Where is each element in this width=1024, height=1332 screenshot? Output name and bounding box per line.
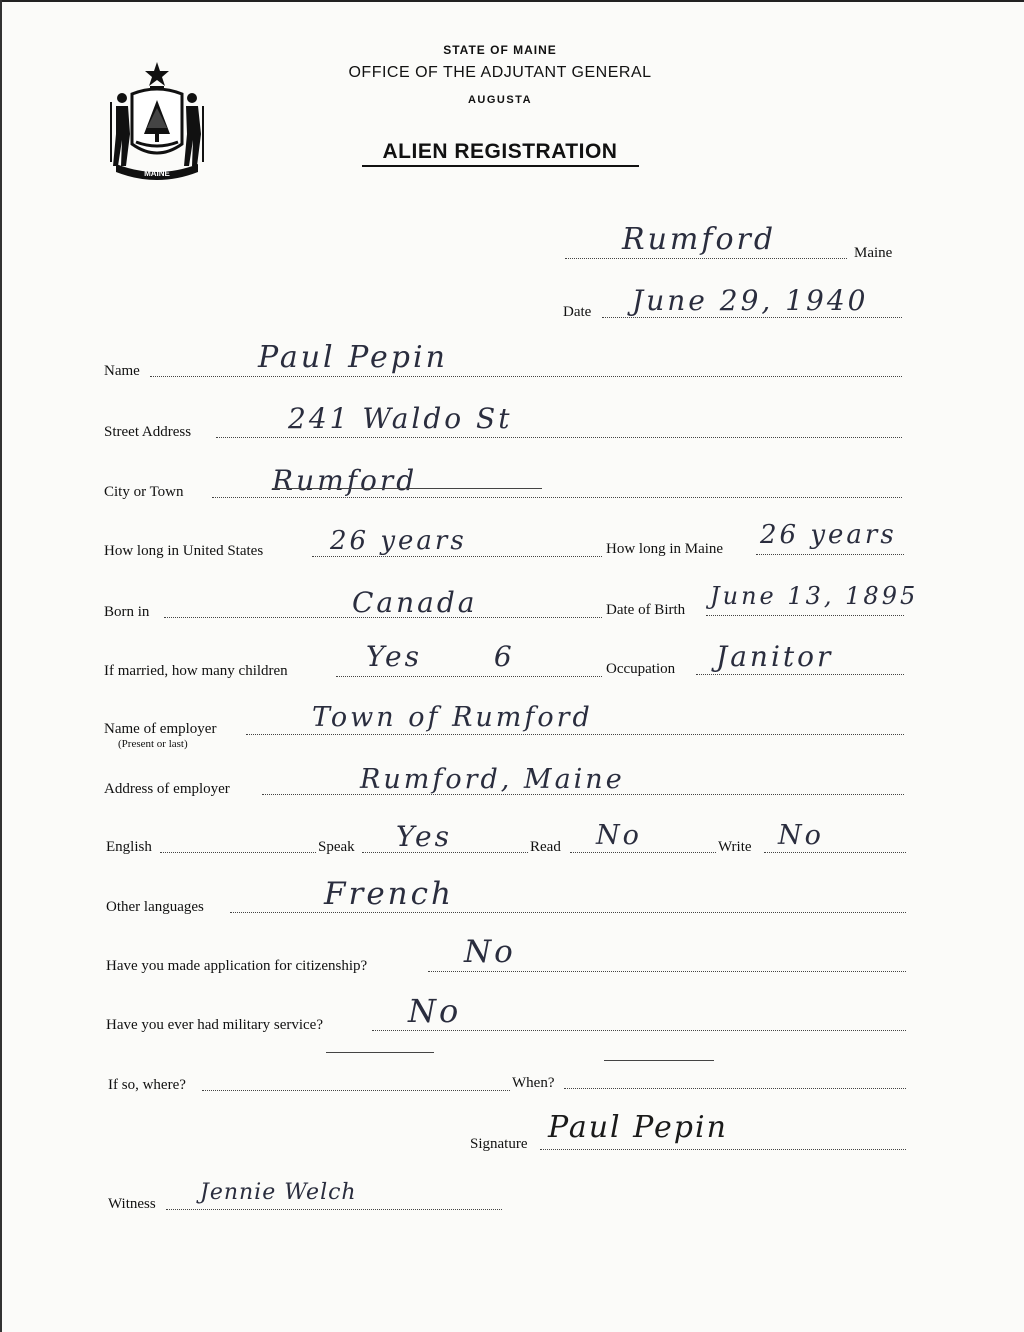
where-line	[202, 1090, 510, 1091]
date-line	[602, 317, 902, 318]
write-label: Write	[718, 839, 752, 855]
city-value: Rumford	[272, 464, 418, 497]
witness-value: Jennie Welch	[200, 1180, 357, 1205]
how-long-us-label: How long in United States	[104, 543, 264, 559]
city-label: City or Town	[104, 484, 184, 500]
married-children-line	[336, 676, 602, 677]
read-value: No	[596, 820, 642, 851]
speak-label: Speak	[318, 839, 355, 855]
how-long-maine-value: 26 years	[760, 520, 897, 550]
how-long-maine-label: How long in Maine	[606, 541, 724, 557]
married-children-value: Yes 6	[366, 640, 515, 673]
name-line	[150, 376, 902, 377]
employer-address-label: Address of employer	[104, 781, 230, 797]
date-of-birth-value: June 13, 1895	[710, 582, 919, 610]
signature-line	[540, 1149, 906, 1150]
occupation-label: Occupation	[606, 661, 676, 677]
employer-value: Town of Rumford	[312, 702, 593, 733]
street-value: 241 Waldo St	[288, 402, 513, 435]
married-children-label: If married, how many children	[104, 663, 288, 679]
city-line	[212, 497, 902, 498]
witness-line	[166, 1209, 502, 1210]
when-dash-mark	[604, 1060, 714, 1061]
maine-state-seal-icon	[106, 58, 208, 182]
born-in-value: Canada	[352, 586, 478, 619]
date-value: June 29, 1940	[632, 284, 869, 317]
city-flourish	[272, 488, 542, 489]
english-line	[160, 852, 316, 853]
street-label: Street Address	[104, 424, 192, 440]
city-heading: AUGUSTA	[467, 94, 533, 106]
occupation-line	[696, 674, 904, 675]
employer-note: (Present or last)	[118, 738, 188, 750]
form-title: ALIEN REGISTRATION	[382, 140, 618, 163]
how-long-us-line	[312, 556, 602, 557]
signature-label: Signature	[470, 1136, 528, 1152]
how-long-maine-line	[756, 554, 904, 555]
signature-value: Paul Pepin	[548, 1110, 728, 1145]
employer-line	[246, 734, 904, 735]
military-value: No	[408, 992, 462, 1030]
military-label: Have you ever had military service?	[106, 1017, 323, 1033]
other-languages-label: Other languages	[106, 899, 204, 915]
employer-address-value: Rumford, Maine	[360, 764, 625, 795]
scan-edge-left	[0, 0, 2, 1332]
street-line	[216, 437, 902, 438]
name-value: Paul Pepin	[258, 340, 448, 375]
office-heading: OFFICE OF THE ADJUTANT GENERAL	[348, 64, 652, 81]
military-line	[372, 1030, 906, 1031]
place-value: Rumford	[622, 222, 777, 257]
read-label: Read	[530, 839, 561, 855]
scan-edge-top	[0, 0, 1024, 2]
where-label: If so, where?	[108, 1077, 186, 1093]
citizenship-label: Have you made application for citizenship?	[106, 958, 368, 974]
maine-label: Maine	[854, 245, 893, 261]
state-heading: STATE OF MAINE	[443, 43, 557, 57]
read-line	[570, 852, 716, 853]
date-of-birth-line	[706, 615, 904, 616]
other-languages-line	[230, 912, 906, 913]
write-value: No	[778, 820, 824, 851]
when-line	[564, 1088, 906, 1089]
how-long-us-value: 26 years	[330, 526, 467, 556]
title-underline	[362, 165, 639, 167]
citizenship-value: No	[464, 934, 516, 970]
speak-value: Yes	[396, 820, 452, 853]
write-line	[764, 852, 906, 853]
employer-label: Name of employer	[104, 721, 217, 737]
english-label: English	[106, 839, 152, 855]
occupation-value: Janitor	[716, 640, 834, 673]
date-label: Date	[563, 304, 592, 320]
date-of-birth-label: Date of Birth	[606, 602, 686, 618]
other-languages-value: French	[324, 876, 454, 912]
citizenship-line	[428, 971, 906, 972]
where-dash-mark	[326, 1052, 434, 1053]
seal-banner-label: MAINE	[144, 169, 170, 178]
name-label: Name	[104, 363, 140, 379]
born-in-label: Born in	[104, 604, 150, 620]
when-label: When?	[512, 1075, 555, 1091]
witness-label: Witness	[108, 1196, 156, 1212]
place-line	[565, 258, 847, 259]
